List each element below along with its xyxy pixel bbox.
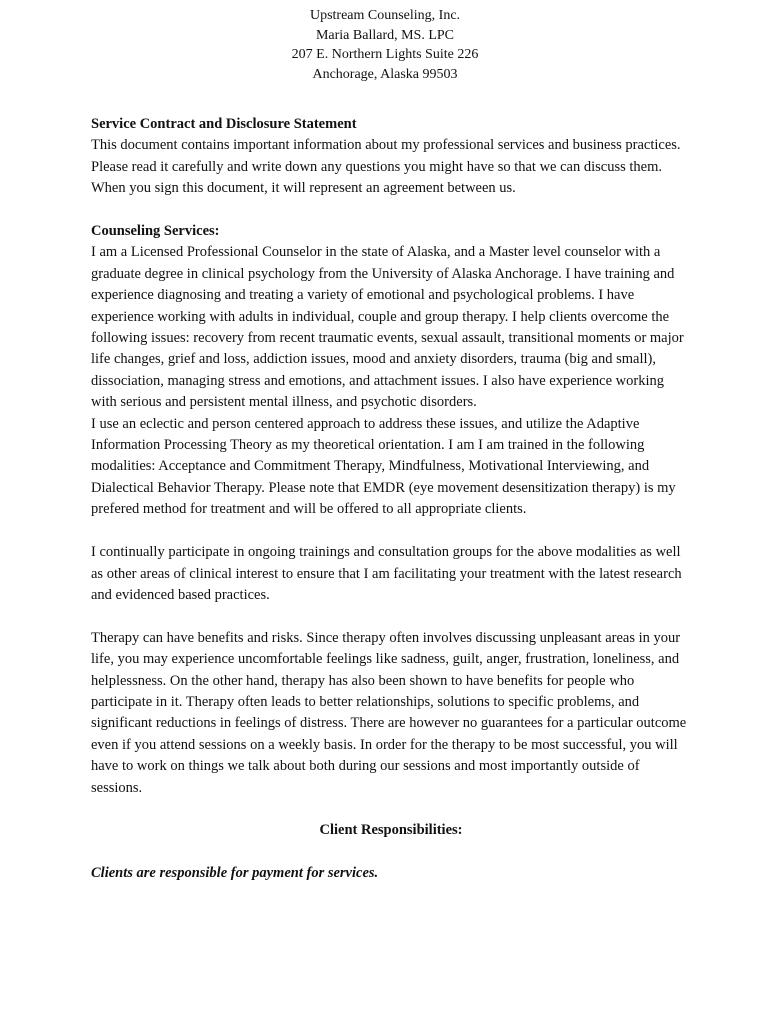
document-body [91, 114, 691, 885]
organization-name: Upstream Counseling, Inc. [309, 8, 461, 23]
spacer [91, 799, 691, 820]
letterhead [0, 6, 770, 84]
services-paragraph-3: I continually participate in ongoing trainings and consultation groups for the above modalities as well as other areas of clinical interest to ensure that I am facilitating your treatment with the latest research and evidenced based practices. [91, 544, 682, 603]
spacer [91, 606, 691, 627]
services-heading: Counseling Services: [91, 223, 220, 240]
services-paragraph-2: I use an eclectic and person centered approach to address these issues, and utilize the Adaptive Information Processing Theory as my theoretical orientation. I am I am trained in the following modalities: Acceptance and Commitment Therapy, Mindfulness, Motivational Interviewing, and Dialectical Behavior Therapy. Please note that EMDR (eye movement desensitization therapy) is my prefered method for treatment and will be offered to all appropriate clients. [91, 415, 676, 518]
services-paragraph-1: I am a Licensed Professional Counselor in the state of Alaska, and a Master level counselor with a graduate degree in clinical psychology from the University of Alaska Anchorage. I have training and experience diagnosing and treating a variety of emotional and psychological problems. I have experience working with adults in individual, couple and group therapy. I help clients overcome the following issues: recovery from recent traumatic events, sexual assault, transitional moments or major life changes, grief and loss, addiction issues, mood and anxiety disorders, trauma (big and small), dissociation, managing stress and emotions, and attachment issues. I also have experience working with serious and persistent mental illness, and psychotic disorders. [91, 244, 684, 411]
contract-title: Service Contract and Disclosure Statement [91, 116, 357, 132]
payment-responsibility: Clients are responsible for payment for services. [91, 865, 379, 882]
street-address: 207 E. Northern Lights Suite 226 [291, 47, 479, 63]
services-paragraph-4: Therapy can have benefits and risks. Since therapy often involves discussing unpleasant areas in your life, you may experience uncomfortable feelings like sadness, guilt, anger, frustration, loneliness, and helplessness. On the other hand, therapy has also been shown to have benefits for people who participate in it. Therapy often leads to better relationships, solutions to specific problems, and significant reductions in feelings of distress. There are however no guarantees for a particular outcome even if you attend sessions on a weekly basis. In order for the therapy to be most successful, you will have to work on things we talk about both during our sessions and most importantly outside of sessions. [91, 629, 687, 796]
city-address: Anchorage, Alaska 99503 [312, 66, 458, 82]
intro-paragraph: This document contains important information about my professional services and business practices. Please read it carefully and write down any questions you might have so that we can discuss them. When you sign this document, it will represent an agreement between us. [91, 137, 681, 197]
spacer [91, 200, 691, 221]
responsibilities-heading: Client Responsibilities: [319, 822, 463, 839]
counselor-name: Maria Ballard, MS. LPC [315, 27, 455, 43]
spacer [91, 842, 691, 863]
spacer [91, 521, 691, 542]
